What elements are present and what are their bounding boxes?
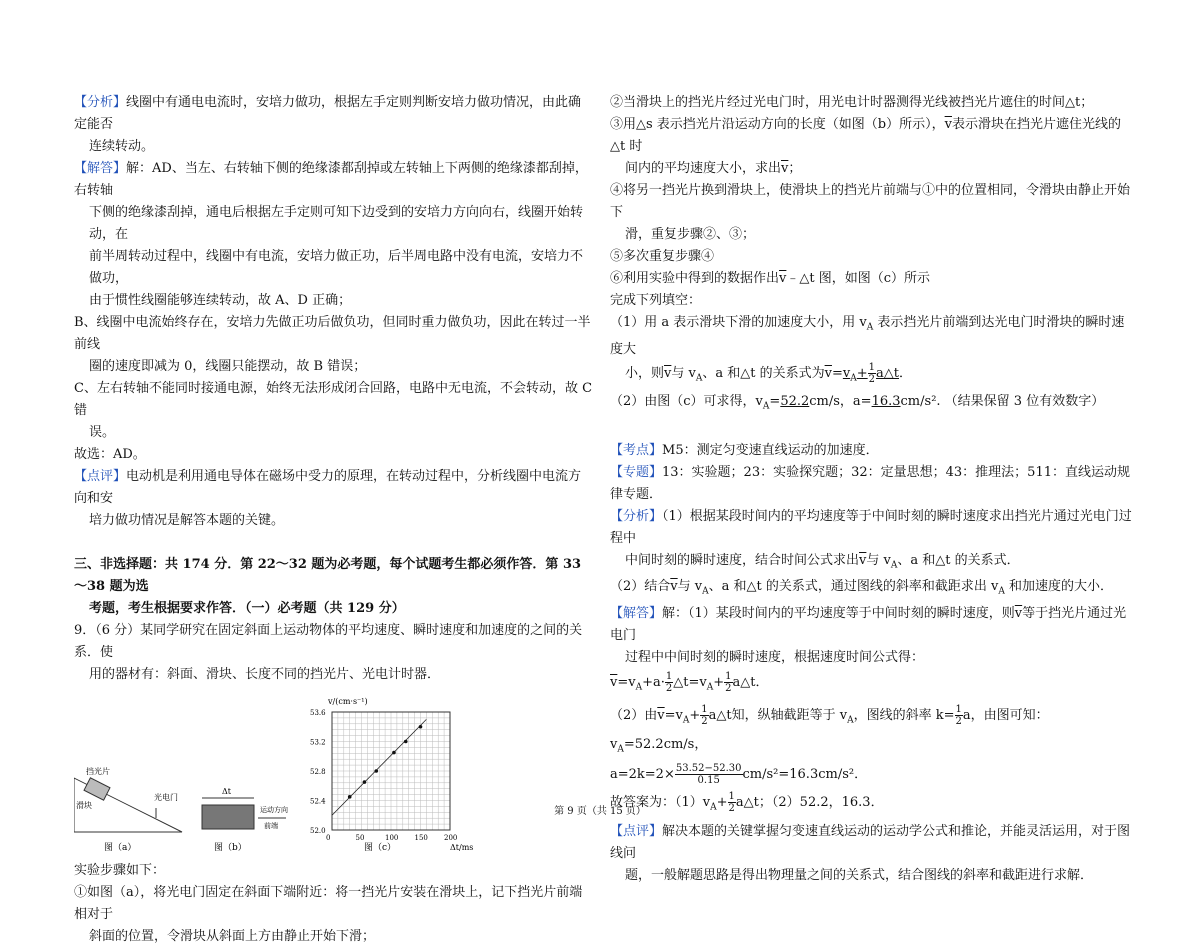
question-9: 9．（6 分）某同学研究在固定斜面上运动物体的平均速度、瞬时速度和加速度的之间的关系．使 [74, 623, 583, 660]
va-value [610, 734, 1134, 761]
fill-1 [610, 312, 1134, 361]
figure-a-label: 图（a） [104, 843, 137, 853]
fraction [675, 763, 743, 786]
step-5: ⑤多次重复步骤④ [610, 249, 715, 264]
frac-den: 2 [955, 715, 962, 727]
solution-paragraph [74, 158, 594, 202]
eq-text: a△t． [732, 674, 769, 690]
figure-b-label: 图（b） [214, 843, 247, 853]
fill-1-text: 与 v [671, 365, 696, 381]
solution-line: 前半周转动过程中，线圈中有电流，安培力做正功，后半周电路中没有电流，安培力不做功， [89, 249, 584, 286]
fill-2-text: cm/s². （结果保留 3 位有效数字） [900, 394, 1105, 410]
x-tick-label: 150 [414, 834, 428, 842]
fill-1-text: = [831, 365, 843, 381]
analysis-cont [610, 550, 1134, 577]
x-tick-label: 50 [355, 834, 365, 842]
analysis-paragraph [74, 92, 594, 136]
section-heading: 三、非选择题：共 174 分．第 22～32 题为必考题，每个试题考生都必须作答．第 33～38 题为选 [74, 557, 582, 594]
right-column [610, 92, 1134, 887]
gate-label: 光电门 [154, 793, 178, 802]
va-text: =52.2cm/s， [623, 737, 708, 753]
figure-c-label: 图（c） [364, 843, 397, 853]
solution-text: 解：（1）某段时间内的平均速度等于中间时刻的瞬时速度，则 [662, 605, 1015, 621]
choice-text: 故选：AD。 [74, 447, 146, 462]
step-6-text: ⑥利用实验中得到的数据作出 [610, 271, 780, 286]
fraction [665, 671, 673, 694]
frac-den: 2 [725, 682, 732, 694]
topic-paragraph [610, 462, 1134, 506]
v-bar: $\overline{v}$ [824, 365, 832, 381]
data-point [374, 769, 378, 773]
chart-y-label: v/(cm·s⁻¹) [328, 697, 368, 706]
v-bar: $\overline{v}$ [664, 365, 672, 381]
step-4-cont: 滑，重复步骤②、③； [625, 227, 756, 242]
analysis-paragraph [610, 506, 1134, 550]
analysis-text: （1）根据某段时间内的平均速度等于中间时刻的瞬时速度求出挡光片通过光电门过程中 [610, 508, 1132, 546]
fraction [868, 362, 876, 385]
sub-a: A [847, 715, 854, 726]
analysis-text: 线圈中有通电电流时，安培力做功，根据左手定则判断安培力做功情况，由此确定能否 [74, 95, 582, 132]
fill-1-text: 、a 和△t 的关系式为 [702, 365, 825, 381]
v-bar: $\overline{v}$ [859, 552, 867, 568]
y-tick-label: 52.8 [310, 768, 326, 776]
frac-num: 1 [665, 670, 673, 682]
comment-paragraph [610, 821, 1134, 865]
v-bar: $\overline{v}$ [779, 271, 787, 286]
velocity-time-chart [310, 697, 473, 853]
frac-num: 1 [725, 670, 732, 682]
sub-a: A [695, 373, 703, 384]
fraction [724, 671, 732, 694]
slider-label: 滑块 [76, 801, 92, 810]
frac-num: 1 [955, 703, 962, 715]
figure-b [202, 787, 288, 853]
x-tick-label: 0 [326, 834, 331, 842]
direction-label: 运动方向 [260, 806, 288, 814]
v-bar: $\overline{v}$ [1014, 605, 1023, 621]
v-bar: $\overline{v}$ [610, 674, 618, 690]
comment-tag: 【点评】 [610, 824, 663, 840]
sub-a: A [710, 802, 717, 813]
data-point [404, 740, 408, 744]
option-b-text: 圈的速度即减为 0，线圈只能摆动，故 B 错误； [89, 359, 367, 374]
fill-title: 完成下列填空： [610, 293, 702, 308]
point-text: M5：测定匀变速直线运动的加速度． [662, 442, 879, 458]
fraction [700, 704, 708, 727]
sol2-text: a，由图可知： [962, 707, 1049, 723]
v-bar: $\overline{v}$ [944, 117, 952, 132]
page-footer: 第 9 页（共 15 页） [554, 806, 646, 817]
frac-den: 2 [701, 715, 708, 727]
fill-2-text: cm/s，a= [809, 394, 872, 410]
topic-tag: 【专题】 [610, 464, 663, 480]
frac-den: 2 [728, 802, 735, 814]
analysis-text: 、a 和△t 的关系式． [897, 552, 1020, 568]
sub-a: A [998, 586, 1005, 597]
answer-text: 故答案为：（1） [610, 794, 703, 810]
solution-text: 等于挡光片通过光电门 [610, 605, 1127, 643]
solution-2 [610, 702, 1134, 735]
x-tick-label: 100 [385, 834, 399, 842]
solution-tag: 【解答】 [74, 161, 127, 176]
eq-text: △t=v [673, 674, 707, 690]
analysis-text: 中间时刻的瞬时速度，结合时间公式求出 [625, 552, 860, 568]
front-label: 前端 [264, 822, 278, 830]
chart-x-label: Δt/ms [450, 843, 474, 852]
frac-den: 2 [868, 373, 876, 385]
analysis-tag: 【分析】 [74, 95, 127, 110]
option-c-text: C、左右转轴不能同时接通电源，始终无法形成闭合回路，电路中无电流，不会转动，故 C 错 [74, 381, 593, 418]
fill-1-text: 小，则 [625, 365, 665, 381]
option-b-text: B、线圈中电流始终存在，安培力先做正功后做负功，但同时重力做负功，因此在转过一半前线 [74, 315, 591, 352]
comment-paragraph [74, 466, 594, 510]
shade-label: 挡光片 [86, 767, 110, 776]
point-tag: 【考点】 [610, 442, 663, 458]
comment-cont: 培力做功情况是解答本题的关键。 [89, 513, 285, 528]
solution-cont: 过程中中间时刻的瞬时速度，根据速度时间公式得： [625, 649, 925, 665]
equation-1 [610, 669, 1134, 702]
steps-title: 实验步骤如下： [74, 863, 166, 878]
sol2-text: + [689, 707, 701, 723]
step-3-text: 表示滑块在挡光片遮住光线的△t 时 [610, 117, 1121, 154]
sub-a: A [850, 373, 857, 384]
y-tick-label: 52.0 [310, 827, 326, 835]
sub-a: A [866, 322, 874, 333]
data-point [363, 780, 367, 784]
answer-blank: $v_A+$ $\frac{1}{2}$ a△t [842, 361, 899, 385]
frac-num: 53.52−52.30 [675, 762, 742, 774]
frac-num: 1 [728, 790, 735, 802]
section-heading-cont: 考题，考生根据要求作答．（一）必考题（共 129 分） [89, 601, 405, 616]
comment-cont: 题，一般解题思路是得出物理量之间的关系式，结合图线的斜率和截距进行求解． [625, 868, 1094, 884]
fill-1-cont: 小，则$\overline{v}$与 $v_A$、a 和△t 的关系式为$\overline{v}=v_A+$ $\frac{1}{2}$ a△t． [625, 361, 913, 385]
sub-a: A [702, 586, 709, 597]
analysis-cont: 连续转动。 [89, 139, 155, 154]
analysis-text: 和加速度的大小． [1004, 579, 1113, 595]
eq-text: + [713, 674, 725, 690]
v-bar: $\overline{v}$ [670, 579, 678, 595]
solution-line: 由于惯性线圈能够连续转动，故 A、D 正确； [89, 293, 352, 308]
data-point [392, 751, 396, 755]
frac-den: 0.15 [697, 774, 720, 786]
y-tick-label: 52.4 [310, 797, 326, 806]
step-3-text: 间内的平均速度大小，求出 [625, 161, 782, 176]
step-3-text: ③用△s 表示挡光片沿运动方向的长度（如图（b）所示）， [610, 117, 945, 132]
a-text: a=2k=2× [610, 766, 675, 782]
eq-text: =v [617, 674, 636, 690]
a-value [610, 761, 1134, 789]
analysis-tag: 【分析】 [610, 508, 663, 524]
experiment-figure [74, 690, 594, 860]
point-paragraph [610, 440, 1134, 462]
data-point [419, 725, 423, 729]
sub-a: A [706, 682, 714, 693]
answer-va: 52.2 [780, 394, 810, 410]
frac-num: 1 [868, 361, 876, 373]
comment-text: 电动机是利用通电导体在磁场中受力的原理，在转动过程中，分析线圈中电流方向和安 [74, 469, 582, 506]
option-c-text: 误。 [89, 425, 116, 440]
figure-svg [74, 690, 594, 860]
answer-text: ；（2）52.2，16.3． [758, 794, 884, 810]
comment-text: 解决本题的关键掌握匀变速直线运动的运动学公式和推论，并能灵活运用，对于图线问 [610, 824, 1131, 862]
analysis-text: （2）结合 [610, 579, 671, 595]
topic-text: 13：实验题；23：实验探究题；32：定量思想；43：推理法；511：直线运动规律专题． [610, 464, 1130, 502]
analysis-text: 与 v [677, 579, 703, 595]
step-4: ④将另一挡光片换到滑块上，使滑块上的挡光片前端与①中的位置相同，令滑块由静止开始下 [610, 183, 1131, 220]
sol2-text: （2）由 [610, 707, 658, 723]
sub-a: A [890, 560, 898, 571]
slider-block [84, 778, 110, 800]
left-column [74, 92, 594, 948]
fill-1-text: 表示挡光片前端到达光电门时滑块的瞬时速度大 [610, 315, 1125, 357]
dt-label: Δt [222, 787, 231, 796]
sub-a: A [635, 682, 643, 693]
data-point [348, 795, 352, 799]
analysis-text: 、a 和△t 的关系式，通过图线的斜率和截距求出 v [708, 579, 999, 595]
a-text: cm/s²=16.3cm/s²． [742, 766, 868, 782]
solution-line: 下侧的绝缘漆刮掉，通电后根据左手定则可知下边受到的安培力方向向右，线圈开始转动，在 [89, 205, 584, 242]
v-bar: $\overline{v}$ [781, 161, 789, 176]
solution-tag: 【解答】 [610, 605, 663, 621]
sol2-text: a△t知，纵轴截距等于 v [708, 707, 848, 723]
step-2: ②当滑块上的挡光片经过光电门时，用光电计时器测得光线被挡光片遮住的时间△t； [610, 95, 1094, 110]
x-tick-label: 200 [444, 834, 458, 842]
sub-a: A [617, 744, 624, 755]
step-6-text: ﹣△t 图，如图（c）所示 [786, 271, 931, 286]
frac-num: 1 [701, 703, 708, 715]
sub-a: A [762, 401, 770, 412]
solution-text: 解：AD、当左、右转轴下侧的绝缘漆都刮掉或左转轴上下两侧的绝缘漆都刮掉，右转轴 [74, 161, 588, 198]
answer-a: 16.3 [871, 394, 901, 410]
step-6 [610, 268, 1134, 290]
step-1: ①如图（a），将光电门固定在斜面下端附近：将一挡光片安装在滑块上，记下挡光片前端相对于 [74, 885, 583, 922]
sol2-text: =v [664, 707, 683, 723]
step-3 [610, 114, 1134, 158]
fill-2-text: = [769, 394, 781, 410]
step-3-text: ； [788, 161, 802, 176]
question-9-cont: 用的器材有：斜面、滑块、长度不同的挡光片、光电计时器． [89, 667, 441, 682]
y-tick-label: 53.6 [310, 709, 326, 717]
fill-2-text: （2）由图（c）可求得，v [610, 394, 763, 410]
frac-den: 2 [665, 682, 673, 694]
va-text: v [610, 737, 618, 753]
fill-1-text: （1）用 a 表示滑块下滑的加速度大小，用 v [610, 315, 867, 330]
fill-2 [610, 391, 1134, 418]
step-3-cont [610, 158, 1134, 180]
comment-tag: 【点评】 [74, 469, 127, 484]
sol2-text: ，图线的斜率 k= [853, 707, 955, 723]
analysis-text: 与 v [866, 552, 891, 568]
analysis-2 [610, 576, 1134, 603]
y-tick-label: 53.2 [310, 738, 326, 747]
solution-paragraph [610, 603, 1134, 647]
sub-a: A [682, 715, 690, 726]
step-1-cont: 斜面的位置，令滑块从斜面上方由静止开始下滑； [89, 929, 376, 944]
fraction [955, 704, 963, 727]
final-answer: 故答案为：$(1)v_A+$ $\frac{1}{2}$ a△t；（2）52.2，16.3． [610, 790, 884, 814]
eq-text: +a· [642, 674, 665, 690]
v-bar: $\overline{v}$ [657, 707, 665, 723]
